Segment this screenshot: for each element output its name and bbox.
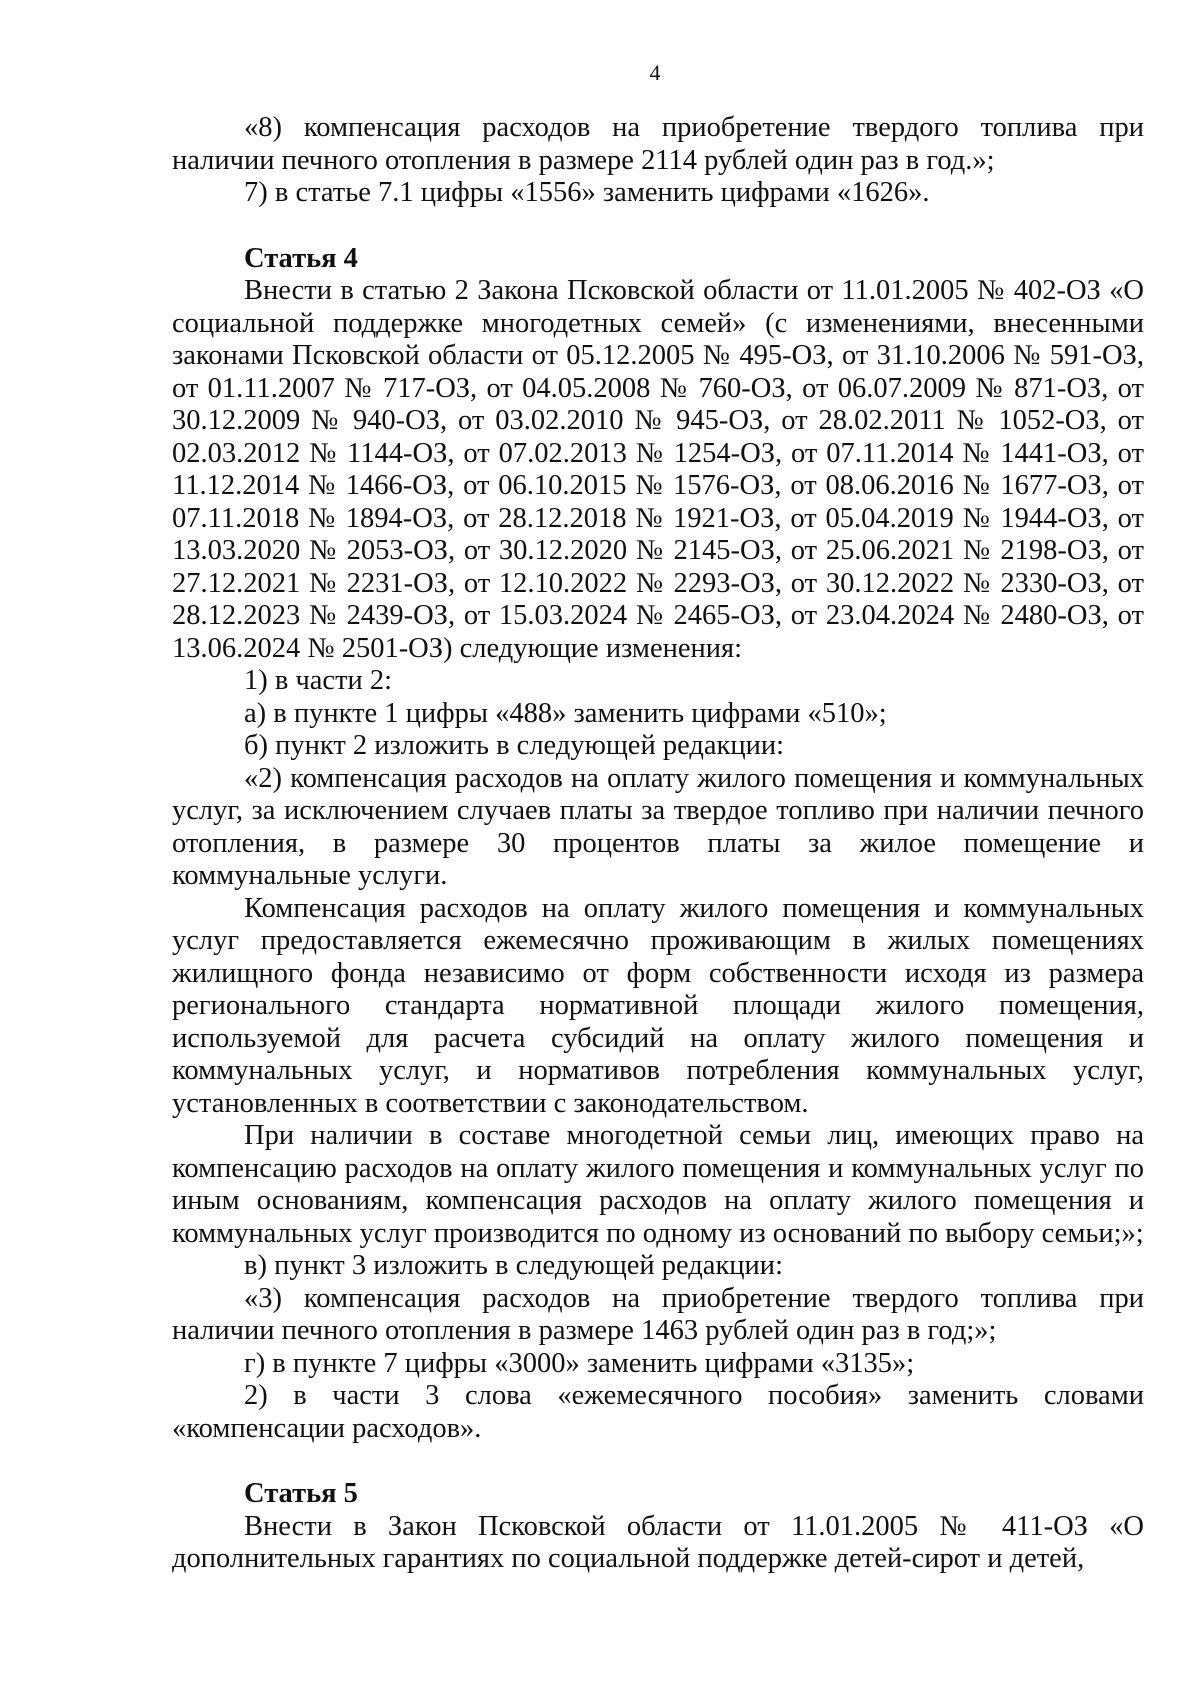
page-number: 4 bbox=[649, 60, 661, 85]
section-gap bbox=[172, 1445, 1144, 1478]
section-gap bbox=[172, 210, 1144, 243]
paragraph: б) пункт 2 изложить в следующей редакции: bbox=[244, 730, 785, 761]
paragraph: «8) компенсация расходов на приобретение твердого топлива при наличии печного отопления в размере 2114 рублей один раз в год.»; bbox=[172, 112, 1144, 176]
paragraph: г) в пункте 7 цифры «3000» заменить цифрами «3135»; bbox=[244, 1347, 915, 1379]
paragraph: 2) в части 3 слова «ежемесячного пособия» заменить словами «компенсации расходов». bbox=[172, 1380, 1144, 1444]
document-body bbox=[172, 112, 1144, 1576]
paragraph: 1) в части 2: bbox=[244, 665, 393, 696]
paragraph: а) в пункте 1 цифры «488» заменить цифрами «510»; bbox=[244, 697, 887, 729]
paragraph: Компенсация расходов на оплату жилого помещения и коммунальных услуг предоставляется ежемесячно проживающим в жилых помещениях жилищного фонда независимо от форм собственности исходя из размера регионального стандарта нормативной площади жилого помещения, используемой для расчета субсидий на оплату жилого помещения и коммунальных услуг, и нормативов потребления коммунальных услуг, установленных в соответствии с законодательством. bbox=[172, 892, 1144, 1119]
paragraph: Внести в статью 2 Закона Псковской области от 11.01.2005 № 402-ОЗ «О социальной поддержке многодетных семей» (с изменениями, внесенными законами Псковской области от 05.12.2005 № 495-ОЗ, от 31.10.2006 № 591-ОЗ, от 01.11.2007 № 717-ОЗ, от 04.05.2008 № 760-ОЗ, от 06.07.2009 № 871-ОЗ, от 30.12.2009 № 940-ОЗ, от 03.02.2010 № 945-ОЗ, от 28.02.2011 № 1052-ОЗ, от 02.03.2012 № 1144-ОЗ, от 07.02.2013 № 1254-ОЗ, от 07.11.2014 № 1441-ОЗ, от 11.12.2014 № 1466-ОЗ, от 06.10.2015 № 1576-ОЗ, от 08.06.2016 № 1677-ОЗ, от 07.11.2018 № 1894-ОЗ, от 28.12.2018 № 1921-ОЗ, от 05.04.2019 № 1944-ОЗ, от 13.03.2020 № 2053-ОЗ, от 30.12.2020 № 2145-ОЗ, от 25.06.2021 № 2198-ОЗ, от 27.12.2021 № 2231-ОЗ, от 12.10.2022 № 2293-ОЗ, от 30.12.2022 № 2330-ОЗ, от 28.12.2023 № 2439-ОЗ, от 15.03.2024 № 2465-ОЗ, от 23.04.2024 № 2480-ОЗ, от 13.06.2024 № 2501-ОЗ) следующие изменения: bbox=[172, 275, 1144, 664]
article-heading: Статья 4 bbox=[244, 242, 358, 274]
article-heading: Статья 5 bbox=[244, 1478, 358, 1509]
paragraph: «2) компенсация расходов на оплату жилого помещения и коммунальных услуг, за исключением случаев платы за твердое топливо при наличии печного отопления, в размере 30 процентов платы за жилое помещение и коммунальные услуги. bbox=[172, 762, 1144, 891]
paragraph: в) пункт 3 изложить в следующей редакции: bbox=[244, 1250, 783, 1281]
paragraph: При наличии в составе многодетной семьи лиц, имеющих право на компенсацию расходов на оплату жилого помещения и коммунальных услуг по иным основаниям, компенсация расходов на оплату жилого помещения и коммунальных услуг производится по одному из оснований по выбору семьи;»; bbox=[172, 1120, 1144, 1249]
paragraph: «3) компенсация расходов на приобретение твердого топлива при наличии печного отопления в размере 1463 рублей один раз в год;»; bbox=[172, 1282, 1144, 1346]
paragraph: 7) в статье 7.1 цифры «1556» заменить цифрами «1626». bbox=[244, 177, 930, 208]
paragraph: Внести в Закон Псковской области от 11.01.2005 № 411-ОЗ «О дополнительных гарантиях по социальной поддержке детей-сирот и детей, bbox=[172, 1510, 1144, 1574]
